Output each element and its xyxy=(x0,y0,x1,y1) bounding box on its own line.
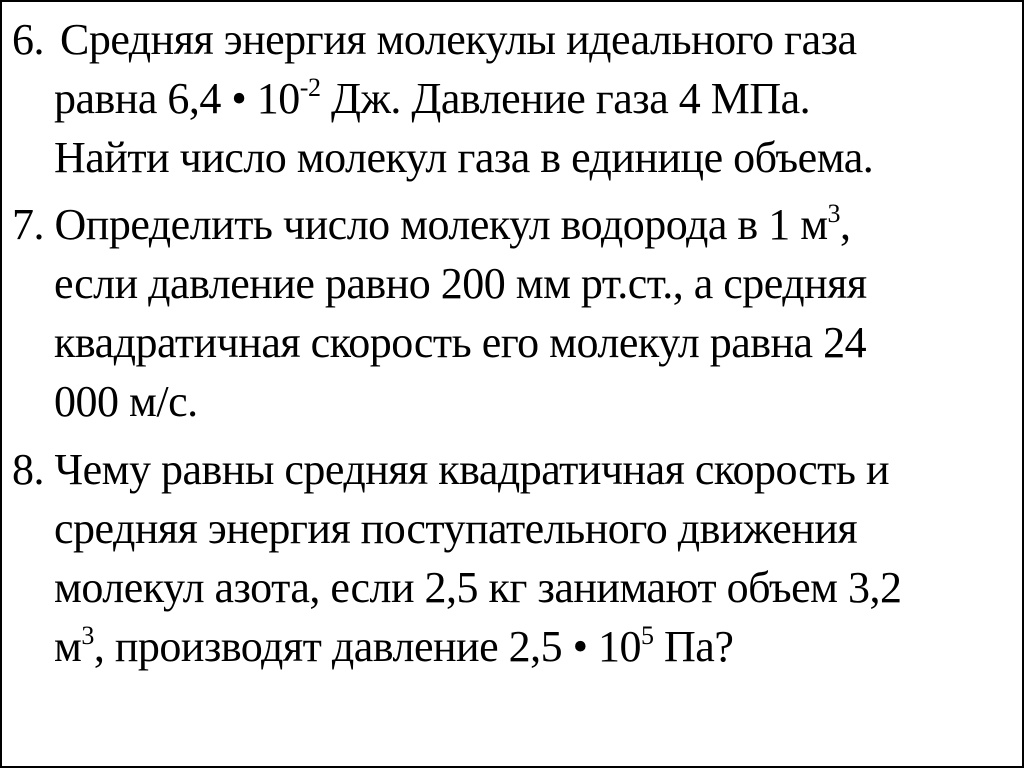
problem-text: м xyxy=(54,622,82,671)
problem-7-line-2 xyxy=(12,254,1012,313)
problem-text: Чему равны средняя квадратичная скорость и xyxy=(54,445,890,494)
exponent: 3 xyxy=(827,199,841,228)
problem-number: 7. xyxy=(12,200,44,249)
problem-text: Найти число молекул газа в единице объема. xyxy=(54,133,874,182)
problem-7-line-3 xyxy=(12,313,1012,372)
problem-text: средняя энергия поступательного движения xyxy=(54,504,858,553)
exponent: 3 xyxy=(81,621,94,650)
problem-7 xyxy=(12,195,1012,431)
problem-8-line-2 xyxy=(12,499,1012,558)
problem-text: Определить число молекул водорода в 1 м xyxy=(54,200,828,249)
problem-text: , производят давление 2,5 • 10 xyxy=(93,622,642,671)
problem-text: 000 м/с. xyxy=(54,377,198,426)
problem-text: Дж. Давление газа 4 МПа. xyxy=(320,74,811,123)
problem-6-line-3 xyxy=(12,128,1012,187)
problem-text: Па? xyxy=(653,622,734,671)
problem-text: , xyxy=(840,200,851,249)
problem-text: если давление равно 200 мм рт.ст., а средняя xyxy=(54,259,867,308)
problem-6-line-2 xyxy=(12,69,1012,128)
problem-7-line-1 xyxy=(12,195,1012,254)
exponent: 5 xyxy=(641,621,654,650)
problem-text: Средняя энергия молекулы идеального газа xyxy=(60,15,857,64)
problem-7-line-4 xyxy=(12,372,1012,431)
problem-6 xyxy=(12,10,1012,187)
problem-text: молекул азота, если 2,5 кг занимают объем 3,2 xyxy=(54,563,902,612)
problem-number: 6. xyxy=(12,15,44,64)
exponent: -2 xyxy=(299,73,321,102)
problem-text: квадратичная скорость его молекул равна 24 xyxy=(54,318,867,367)
problem-number: 8. xyxy=(12,445,44,494)
problem-8 xyxy=(12,440,1012,676)
problem-text: равна 6,4 • 10 xyxy=(54,74,300,123)
problem-8-line-3 xyxy=(12,558,1012,617)
problem-8-line-1 xyxy=(12,440,1012,499)
problem-6-line-1 xyxy=(12,10,1012,69)
problem-8-line-4 xyxy=(12,617,1012,676)
